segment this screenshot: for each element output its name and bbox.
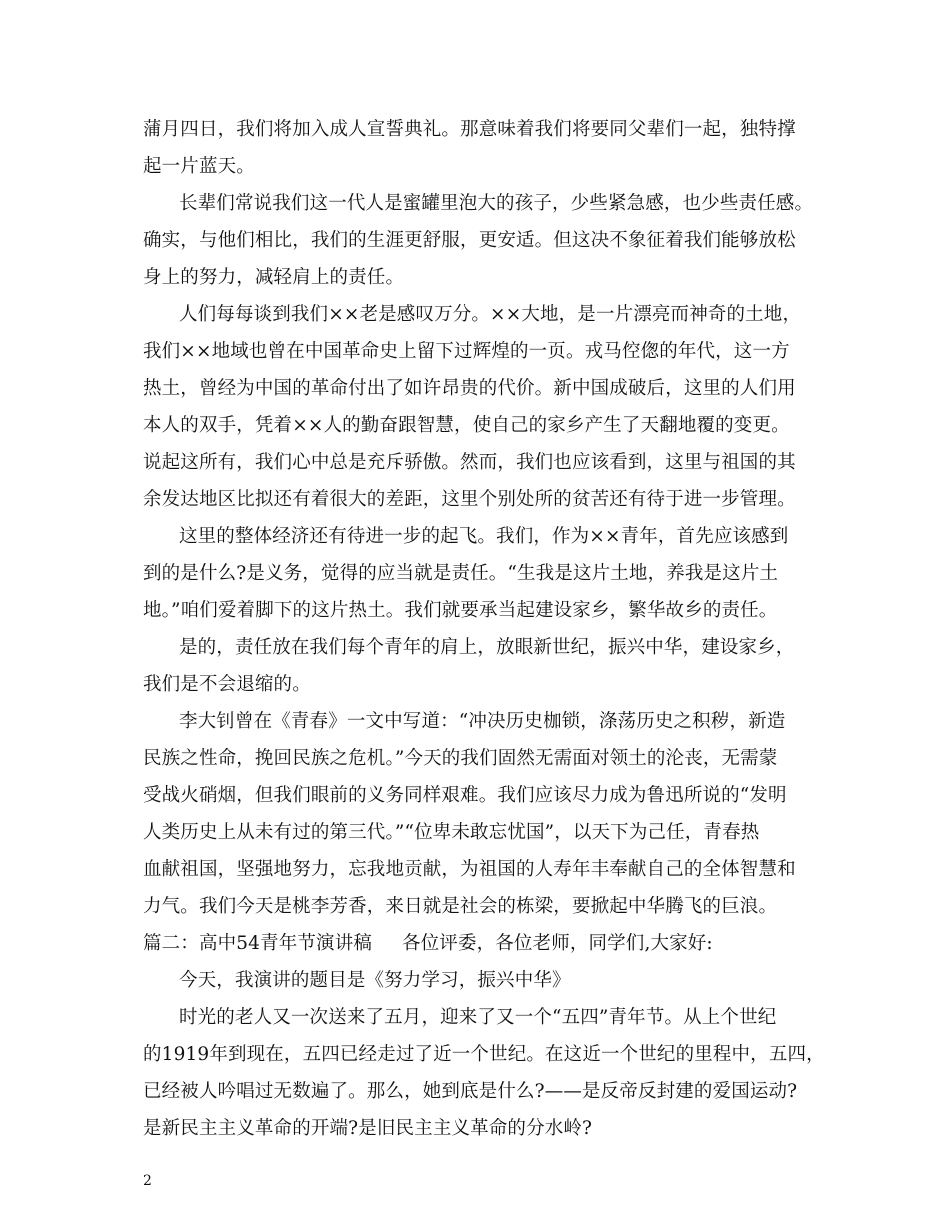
text-line: 我们××地域也曾在中国革命史上留下过辉煌的一页。戎马倥偬的年代，这一方	[143, 341, 790, 362]
text-line: 受战火硝烟，但我们眼前的义务同样艰难。我们应该尽力成为鲁迅所说的“发明	[143, 785, 787, 806]
text-line: 的1919年到现在，五四已经走过了近一个世纪。在这近一个世纪的里程中，五四，	[143, 1044, 825, 1065]
text-line: 热土，曾经为中国的革命付出了如许昂贵的代价。新中国成破后，这里的人们用	[143, 378, 796, 399]
text-line: 余发达地区比拟还有着很大的差距，这里个别处所的贫苦还有待于进一步管理。	[143, 489, 796, 510]
paragraph-start: 人们每每谈到我们××老是感叹万分。××大地，是一片漂亮而神奇的土地，	[179, 304, 802, 325]
text-line: 血献祖国，坚强地努力，忘我地贡献，为祖国的人寿年丰奉献自己的全体智慧和	[143, 859, 796, 880]
text-line: 确实，与他们相比，我们的生涯更舒服，更安适。但这决不象征着我们能够放松	[143, 230, 796, 251]
text-line: 我们是不会退缩的。	[143, 674, 311, 695]
text-line: 地。”咱们爱着脚下的这片热土。我们就要承当起建设家乡，繁华故乡的责任。	[143, 600, 778, 621]
paragraph-start: 今天，我演讲的题目是《努力学习，振兴中华》	[179, 970, 571, 991]
page-number: 2	[143, 1173, 152, 1189]
paragraph-start: 长辈们常说我们这一代人是蜜罐里泡大的孩子，少些紧急感，也少些责任感。	[179, 193, 814, 214]
section-heading: 篇二：高中54青年节演讲稿	[143, 933, 372, 954]
text-line: 身上的努力，减轻肩上的责任。	[143, 267, 405, 288]
section-heading-line	[143, 932, 713, 956]
text-line: 民族之性命，挽回民族之危机。”今天的我们固然无需面对领土的沦丧，无需蒙	[143, 748, 778, 769]
paragraph-start: 是的，责任放在我们每个青年的肩上，放眼新世纪，振兴中华，建设家乡，	[179, 637, 795, 658]
text-line: 本人的双手，凭着××人的勤奋跟智慧，使自己的家乡产生了天翻地覆的变更。	[143, 415, 790, 436]
text-line: 起一片蓝天。	[143, 156, 255, 177]
text-line: 蒲月四日，我们将加入成人宣誓典礼。那意味着我们将要同父辈们一起，独特撑	[143, 119, 796, 140]
paragraph-start: 时光的老人又一次送来了五月，迎来了又一个“五四”青年节。从上个世纪	[179, 1007, 777, 1028]
text-line: 到的是什么?是义务，觉得的应当就是责任。“生我是这片土地，养我是这片土	[143, 563, 779, 584]
paragraph-start: 李大钊曾在《青春》一文中写道：“冲决历史枷锁，涤荡历史之积秽，新造	[179, 711, 786, 732]
text-line: 人类历史上从未有过的第三代。”“位卑未敢忘忧国”，以天下为己任，青春热	[143, 822, 760, 843]
text-line: 是新民主主义革命的开端?是旧民主主义革命的分水岭?	[143, 1118, 593, 1139]
greeting: 各位评委，各位老师，同学们,大家好:	[402, 933, 713, 954]
paragraph-start: 这里的整体经济还有待进一步的起飞。我们，作为××青年，首先应该感到	[179, 526, 789, 547]
text-line: 说起这所有，我们心中总是充斥骄傲。然而，我们也应该看到，这里与祖国的其	[143, 452, 796, 473]
text-line: 力气。我们今天是桃李芳香，来日就是社会的栋梁，要掀起中华腾飞的巨浪。	[143, 896, 778, 917]
text-line: 已经被人吟唱过无数遍了。那么，她到底是什么?——是反帝反封建的爱国运动?	[143, 1081, 798, 1102]
